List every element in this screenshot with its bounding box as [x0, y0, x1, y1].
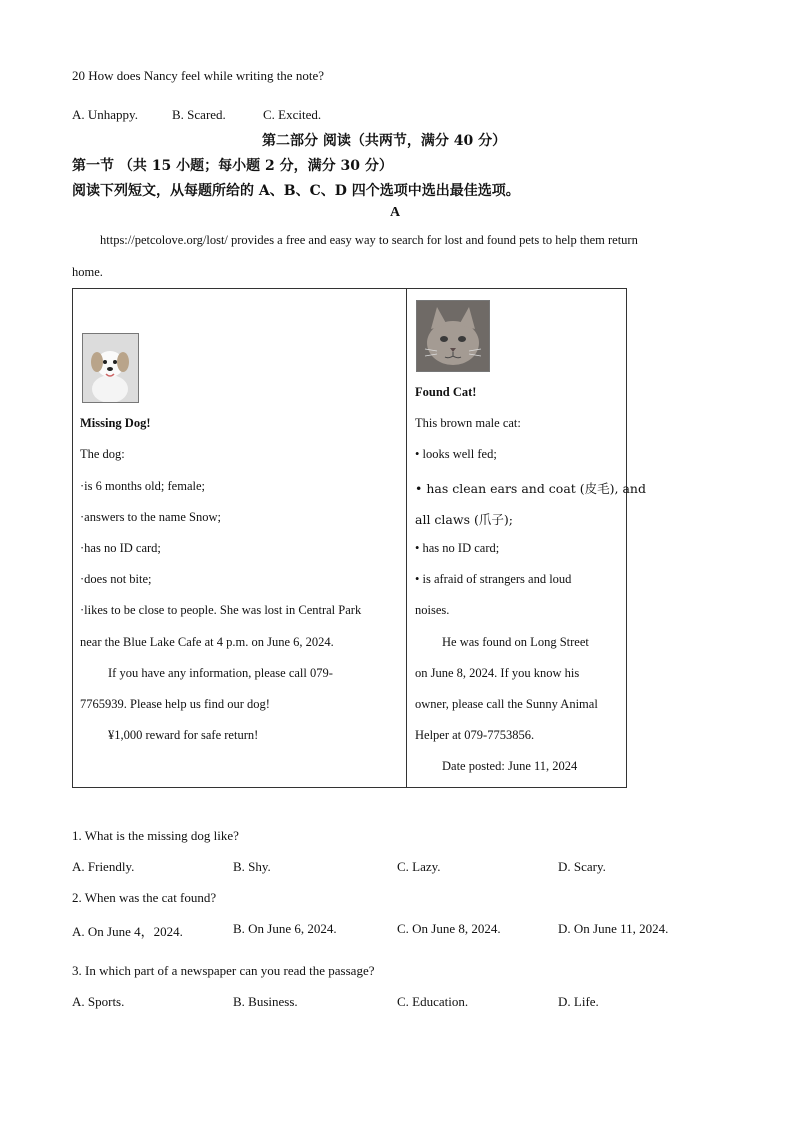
cat-photo	[416, 300, 490, 372]
dog-photo	[82, 333, 139, 403]
intro-line-2: home.	[72, 265, 103, 279]
cat-line: noises.	[415, 603, 450, 617]
cat-line: Helper at 079-7753856.	[415, 728, 535, 742]
q2-question: 2. When was the cat found?	[72, 890, 217, 905]
cat-line: This brown male cat:	[415, 416, 521, 430]
cat-line: all claws (爪子);	[415, 512, 513, 527]
q1-option-a: A. Friendly.	[72, 859, 135, 874]
q2-option-a: A. On June 4，2024.	[72, 924, 183, 939]
q2-option-d: D. On June 11, 2024.	[558, 921, 669, 936]
notice-table	[72, 288, 627, 788]
part-title: 第二部分 阅读（共两节，满分 40 分）	[262, 133, 507, 149]
dog-line: The dog:	[80, 447, 125, 461]
q3-options	[72, 994, 712, 1012]
dog-line: ·answers to the name Snow;	[80, 510, 221, 524]
q2-options	[72, 921, 712, 939]
cat-line: • has no ID card;	[415, 541, 500, 555]
cat-line: • looks well fed;	[415, 447, 497, 461]
q1-options	[72, 859, 712, 877]
dog-line: If you have any information, please call 079-	[108, 666, 333, 680]
q1-option-c: C. Lazy.	[397, 859, 441, 874]
q1-option-b: B. Shy.	[233, 859, 271, 874]
q3-option-c: C. Education.	[397, 994, 469, 1009]
q3-option-a: A. Sports.	[72, 994, 125, 1009]
q20-option-c: C. Excited.	[263, 107, 322, 122]
q20-question: 20 How does Nancy feel while writing the note?	[72, 68, 324, 83]
dog-line: ·has no ID card;	[80, 541, 161, 555]
q3-option-b: B. Business.	[233, 994, 298, 1009]
q2-option-b: B. On June 6, 2024.	[233, 921, 337, 936]
section-subtitle: 第一节 （共 15 小题；每小题 2 分，满分 30 分）	[72, 158, 393, 174]
cat-line: • is afraid of strangers and loud	[415, 572, 572, 586]
q1-question: 1. What is the missing dog like?	[72, 828, 239, 843]
dog-line: ·does not bite;	[80, 572, 152, 586]
q20-option-a: A. Unhappy.	[72, 107, 138, 122]
cat-line: owner, please call the Sunny Animal	[415, 697, 598, 711]
q3-question: 3. In which part of a newspaper can you read the passage?	[72, 963, 375, 978]
cat-heading: Found Cat!	[415, 385, 477, 399]
dog-heading: Missing Dog!	[80, 416, 151, 430]
intro-line-1: https://petcolove.org/lost/ provides a free and easy way to search for lost and found pets to help them return	[100, 233, 638, 247]
q20-option-b: B. Scared.	[172, 107, 226, 122]
dog-reward: ¥1,000 reward for safe return!	[108, 728, 259, 742]
q3-option-d: D. Life.	[558, 994, 599, 1009]
dog-line: ·is 6 months old; female;	[80, 479, 205, 493]
cat-line: on June 8, 2024. If you know his	[415, 666, 580, 680]
notice-table-divider	[406, 288, 407, 788]
passage-letter: A	[390, 205, 401, 220]
dog-line: ·likes to be close to people. She was lost in Central Park	[80, 603, 362, 617]
cat-date-posted: Date posted: June 11, 2024	[442, 759, 578, 773]
dog-line: 7765939. Please help us find our dog!	[80, 697, 270, 711]
cat-line: He was found on Long Street	[442, 635, 589, 649]
instruction: 阅读下列短文，从每题所给的 A、B、C、D 四个选项中选出最佳选项。	[72, 183, 520, 199]
cat-line: • has clean ears and coat (皮毛), and	[415, 481, 646, 496]
q1-option-d: D. Scary.	[558, 859, 606, 874]
q2-option-c: C. On June 8, 2024.	[397, 921, 501, 936]
dog-line: near the Blue Lake Cafe at 4 p.m. on June 6, 2024.	[80, 635, 334, 649]
q20-options	[72, 107, 712, 125]
